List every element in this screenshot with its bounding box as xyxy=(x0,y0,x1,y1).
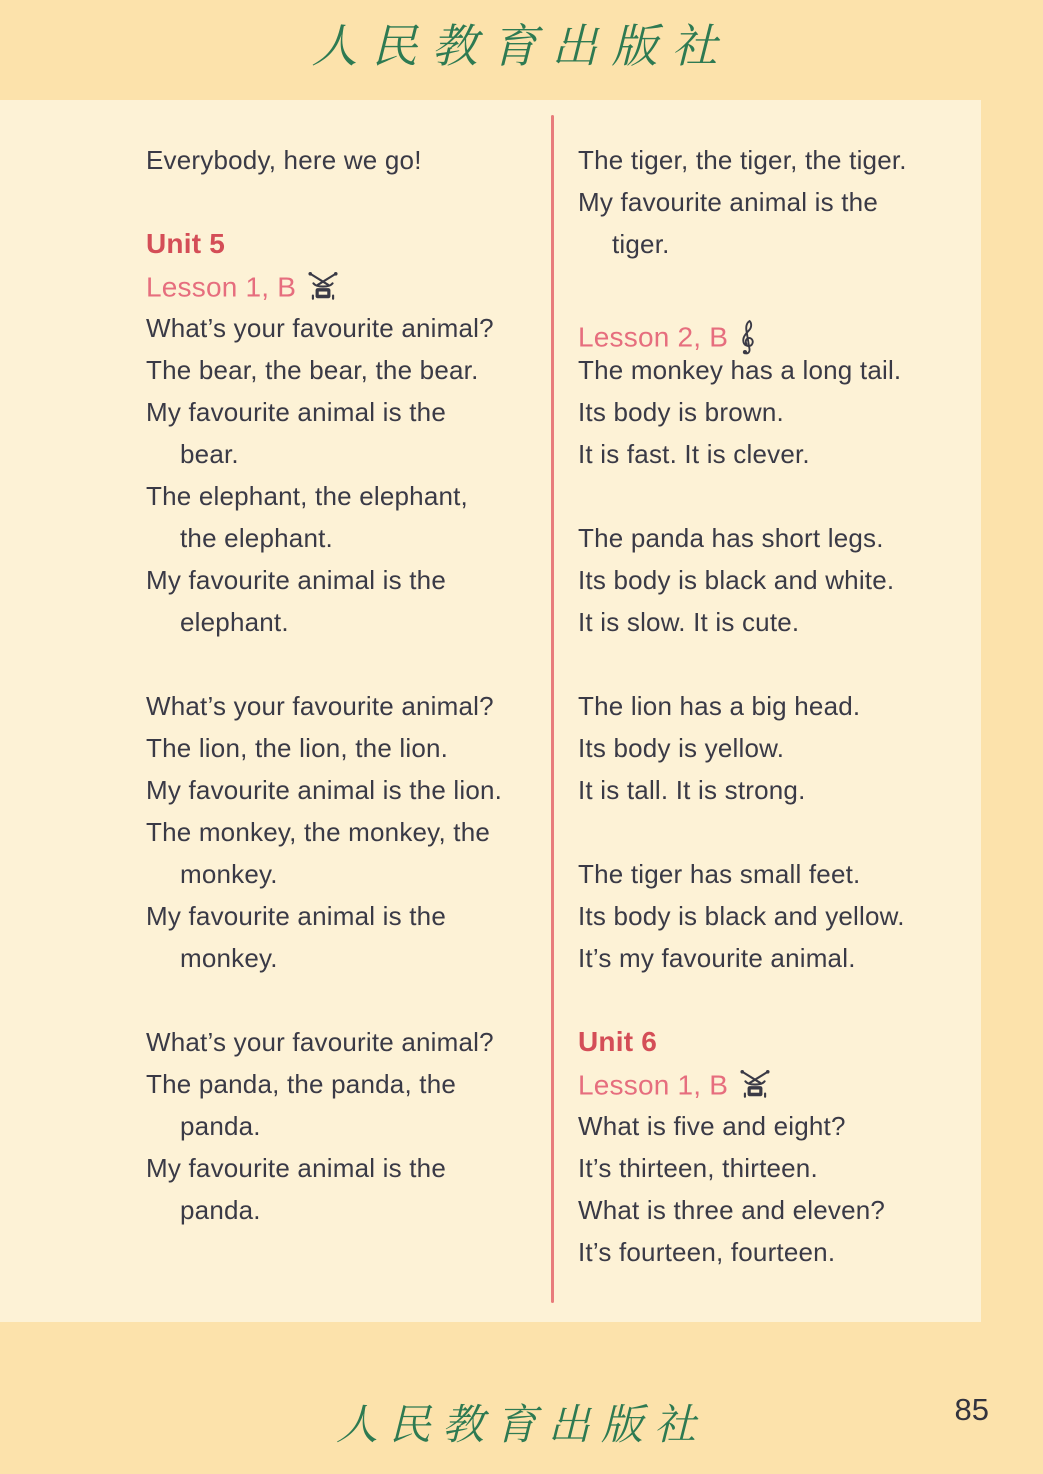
blank-line xyxy=(578,265,978,307)
line-text: Its body is black and white. xyxy=(578,565,895,595)
lesson-heading xyxy=(146,265,546,307)
line-text: Its body is brown. xyxy=(578,397,784,427)
line-text: What is three and eleven? xyxy=(578,1195,886,1225)
text-line xyxy=(578,223,978,265)
text-line xyxy=(578,1105,978,1147)
text-line xyxy=(578,517,978,559)
lesson-heading xyxy=(578,1063,978,1105)
line-text: The elephant, the elephant, xyxy=(146,481,468,511)
text-line xyxy=(146,727,546,769)
line-text: My favourite animal is the xyxy=(146,1153,446,1183)
line-text: What’s your favourite animal? xyxy=(146,313,494,343)
text-line xyxy=(146,601,546,643)
text-line xyxy=(578,727,978,769)
text-line xyxy=(146,1105,546,1147)
text-line xyxy=(146,853,546,895)
text-line xyxy=(146,517,546,559)
line-text: The monkey, the monkey, the xyxy=(146,817,491,847)
line-text: monkey. xyxy=(180,943,278,973)
line-text: What’s your favourite animal? xyxy=(146,1027,494,1057)
text-line xyxy=(146,475,546,517)
line-text: It’s my favourite animal. xyxy=(578,943,856,973)
text-line xyxy=(146,139,546,181)
line-text: The panda, the panda, the xyxy=(146,1069,457,1099)
text-line xyxy=(578,769,978,811)
line-text: My favourite animal is the xyxy=(146,901,446,931)
text-line xyxy=(578,559,978,601)
line-text: Lesson 1, B xyxy=(146,271,297,303)
text-line xyxy=(578,601,978,643)
line-text: My favourite animal is the lion. xyxy=(146,775,503,805)
line-text: The panda has short legs. xyxy=(578,523,884,553)
text-line xyxy=(146,811,546,853)
line-text: It is fast. It is clever. xyxy=(578,439,810,469)
text-line xyxy=(146,1189,546,1231)
text-line xyxy=(578,139,978,181)
unit-heading xyxy=(578,1021,978,1063)
unit-heading xyxy=(146,223,546,265)
text-line xyxy=(578,1189,978,1231)
blank-line xyxy=(578,475,978,517)
line-text: bear. xyxy=(180,439,239,469)
line-text: The tiger, the tiger, the tiger. xyxy=(578,145,907,175)
line-text: The lion, the lion, the lion. xyxy=(146,733,449,763)
text-line xyxy=(578,181,978,223)
text-line xyxy=(146,307,546,349)
text-line xyxy=(146,937,546,979)
blank-line xyxy=(146,643,546,685)
line-text: panda. xyxy=(180,1111,261,1141)
publisher-logo-top: 人民教育出版社 xyxy=(311,19,732,73)
text-line xyxy=(146,349,546,391)
drum-icon xyxy=(306,265,340,313)
text-line xyxy=(578,685,978,727)
text-line xyxy=(578,433,978,475)
text-line xyxy=(146,1021,546,1063)
line-text: Unit 5 xyxy=(146,228,225,259)
line-text: the elephant. xyxy=(180,523,333,553)
line-text: Unit 6 xyxy=(578,1026,657,1057)
line-text: Its body is yellow. xyxy=(578,733,785,763)
blank-line xyxy=(578,979,978,1021)
line-text: It is tall. It is strong. xyxy=(578,775,806,805)
text-line xyxy=(578,349,978,391)
line-text: Its body is black and yellow. xyxy=(578,901,905,931)
blank-line xyxy=(578,643,978,685)
line-text: My favourite animal is the xyxy=(146,397,446,427)
blank-line xyxy=(146,181,546,223)
line-text: It’s thirteen, thirteen. xyxy=(578,1153,818,1183)
text-line xyxy=(146,559,546,601)
line-text: What’s your favourite animal? xyxy=(146,691,494,721)
text-line xyxy=(146,685,546,727)
publisher-logo-bottom: 人民教育出版社 xyxy=(335,1400,707,1449)
line-text: The lion has a big head. xyxy=(578,691,861,721)
lesson-heading xyxy=(578,307,978,353)
text-line xyxy=(146,1063,546,1105)
text-line xyxy=(146,391,546,433)
text-line xyxy=(578,853,978,895)
line-text: panda. xyxy=(180,1195,261,1225)
line-text: The monkey has a long tail. xyxy=(578,355,902,385)
line-text: elephant. xyxy=(180,607,289,637)
text-line xyxy=(578,1147,978,1189)
text-line xyxy=(146,895,546,937)
content-panel xyxy=(0,100,981,1322)
line-text: The bear, the bear, the bear. xyxy=(146,355,479,385)
line-text: monkey. xyxy=(180,859,278,889)
text-line xyxy=(146,1147,546,1189)
line-text: What is five and eight? xyxy=(578,1111,846,1141)
column-right xyxy=(578,139,978,1273)
line-text: Lesson 2, B xyxy=(578,321,729,353)
text-line xyxy=(578,391,978,433)
drum-icon xyxy=(738,1063,772,1111)
line-text: The tiger has small feet. xyxy=(578,859,861,889)
line-text: My favourite animal is the xyxy=(146,565,446,595)
line-text: Lesson 1, B xyxy=(578,1069,729,1101)
line-text: It is slow. It is cute. xyxy=(578,607,800,637)
line-text: tiger. xyxy=(612,229,670,259)
text-line xyxy=(578,1231,978,1273)
column-divider xyxy=(551,115,554,1303)
text-line xyxy=(578,937,978,979)
column-left xyxy=(146,139,546,1231)
line-text: It’s fourteen, fourteen. xyxy=(578,1237,836,1267)
text-line xyxy=(146,433,546,475)
page-number: 85 xyxy=(954,1392,989,1427)
line-text: Everybody, here we go! xyxy=(146,145,422,175)
text-line xyxy=(578,895,978,937)
line-text: My favourite animal is the xyxy=(578,187,878,217)
text-line xyxy=(146,769,546,811)
blank-line xyxy=(146,979,546,1021)
blank-line xyxy=(578,811,978,853)
